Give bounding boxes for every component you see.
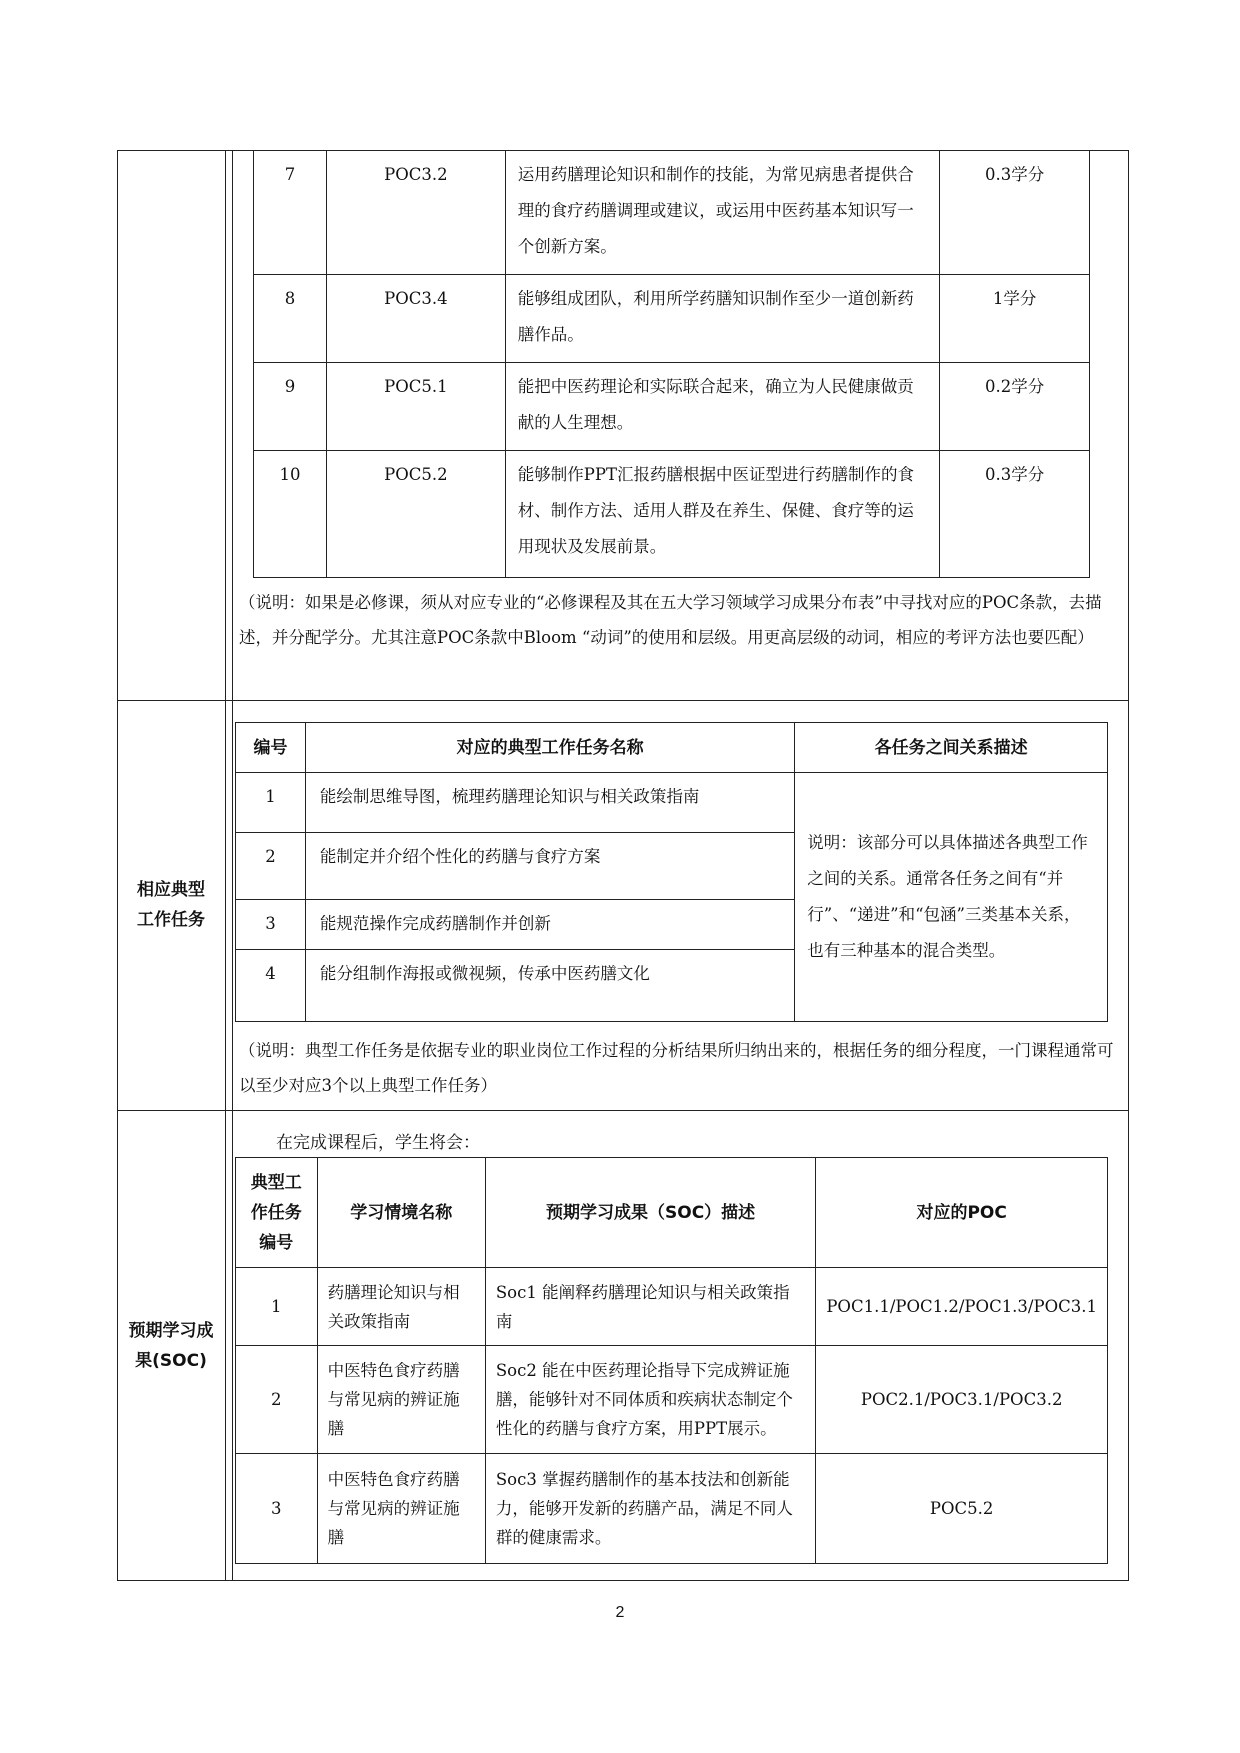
poc-code: POC3.2: [326, 151, 505, 275]
task-number: 2: [236, 833, 306, 900]
soc-description: Soc1 能阐释药膳理论知识与相关政策指南: [485, 1268, 815, 1346]
poc-table: [253, 150, 1090, 578]
task-number: 1: [236, 773, 306, 833]
table-header-row: [236, 723, 1108, 773]
tasks-table: [235, 722, 1108, 1022]
poc-code: POC5.1: [326, 363, 505, 451]
poc-note: （说明：如果是必修课，须从对应专业的“必修课程及其在五大学习领域学习成果分布表”中寻找对应的POC条款，去描述，并分配学分。尤其注意POC条款中Bloom “动词”的使用和层级。用更高层级的动词，相应的考评方法也要匹配）: [239, 593, 1102, 647]
header-poc: 对应的POC: [816, 1158, 1108, 1268]
task-number: 4: [236, 950, 306, 1022]
header-number: 编号: [236, 723, 306, 773]
soc-poc: POC2.1/POC3.1/POC3.2: [816, 1346, 1108, 1454]
poc-code: POC5.2: [326, 451, 505, 578]
row-number: 8: [254, 275, 327, 363]
soc-poc: POC1.1/POC1.2/POC1.3/POC3.1: [816, 1268, 1108, 1346]
header-task-name: 对应的典型工作任务名称: [305, 723, 794, 773]
credit-value: 0.3学分: [940, 451, 1090, 578]
table-row: [236, 1268, 1108, 1346]
soc-intro: 在完成课程后，学生将会：: [276, 1133, 480, 1153]
header-soc-description: 预期学习成果（SOC）描述: [485, 1158, 815, 1268]
table-row: [254, 275, 1090, 363]
task-name: 能规范操作完成药膳制作并创新: [305, 900, 794, 950]
header-context-name: 学习情境名称: [317, 1158, 485, 1268]
relation-description: 说明：该部分可以具体描述各典型工作之间的关系。通常各任务之间有“并行”、“递进”和“包涵”三类基本关系，也有三种基本的混合类型。: [795, 773, 1108, 1022]
soc-description: Soc3 掌握药膳制作的基本技法和创新能力，能够开发新的药膳产品，满足不同人群的健康需求。: [485, 1454, 815, 1564]
table-row: [236, 1454, 1108, 1564]
task-name: 能制定并介绍个性化的药膳与食疗方案: [305, 833, 794, 900]
label-column-divider: [225, 150, 226, 1581]
credit-value: 0.3学分: [940, 151, 1090, 275]
soc-task-number: 3: [236, 1454, 318, 1564]
task-number: 3: [236, 900, 306, 950]
soc-context-name: 药膳理论知识与相关政策指南: [317, 1268, 485, 1346]
soc-context-name: 中医特色食疗药膳与常见病的辨证施膳: [317, 1346, 485, 1454]
table-row: [236, 773, 1108, 833]
task-name: 能绘制思维导图，梳理药膳理论知识与相关政策指南: [305, 773, 794, 833]
row-description: 运用药膳理论知识和制作的技能，为常见病患者提供合理的食疗药膳调理或建议，或运用中医药基本知识写一个创新方案。: [505, 151, 939, 275]
table-row: [254, 451, 1090, 578]
row-number: 10: [254, 451, 327, 578]
credit-value: 1学分: [940, 275, 1090, 363]
soc-section-label: 预期学习成果(SOC): [128, 1320, 214, 1371]
tasks-section-label: 相应典型工作任务: [137, 880, 205, 930]
credit-value: 0.2学分: [940, 363, 1090, 451]
soc-task-number: 2: [236, 1346, 318, 1454]
table-row: [254, 151, 1090, 275]
row-number: 9: [254, 363, 327, 451]
soc-description: Soc2 能在中医药理论指导下完成辨证施膳，能够针对不同体质和疾病状态制定个性化的药膳与食疗方案，用PPT展示。: [485, 1346, 815, 1454]
tasks-note: （说明：典型工作任务是依据专业的职业岗位工作过程的分析结果所归纳出来的，根据任务的细分程度，一门课程通常可以至少对应3个以上典型工作任务）: [239, 1041, 1114, 1095]
soc-context-name: 中医特色食疗药膳与常见病的辨证施膳: [317, 1454, 485, 1564]
section-divider: [117, 1110, 1129, 1111]
soc-table: [235, 1157, 1108, 1564]
label-column-divider-inner: [232, 150, 233, 1581]
page-number: 2: [615, 1604, 625, 1621]
row-description: 能够组成团队，利用所学药膳知识制作至少一道创新药膳作品。: [505, 275, 939, 363]
header-relation: 各任务之间关系描述: [795, 723, 1108, 773]
table-header-row: [236, 1158, 1108, 1268]
row-description: 能够制作PPT汇报药膳根据中医证型进行药膳制作的食材、制作方法、适用人群及在养生、保健、食疗等的运用现状及发展前景。: [505, 451, 939, 578]
row-number: 7: [254, 151, 327, 275]
table-row: [236, 1346, 1108, 1454]
poc-code: POC3.4: [326, 275, 505, 363]
row-description: 能把中医药理论和实际联合起来，确立为人民健康做贡献的人生理想。: [505, 363, 939, 451]
soc-poc: POC5.2: [816, 1454, 1108, 1564]
table-row: [254, 363, 1090, 451]
soc-task-number: 1: [236, 1268, 318, 1346]
section-divider: [117, 700, 1129, 701]
header-task-number: 典型工作任务编号: [236, 1158, 318, 1268]
task-name: 能分组制作海报或微视频，传承中医药膳文化: [305, 950, 794, 1022]
